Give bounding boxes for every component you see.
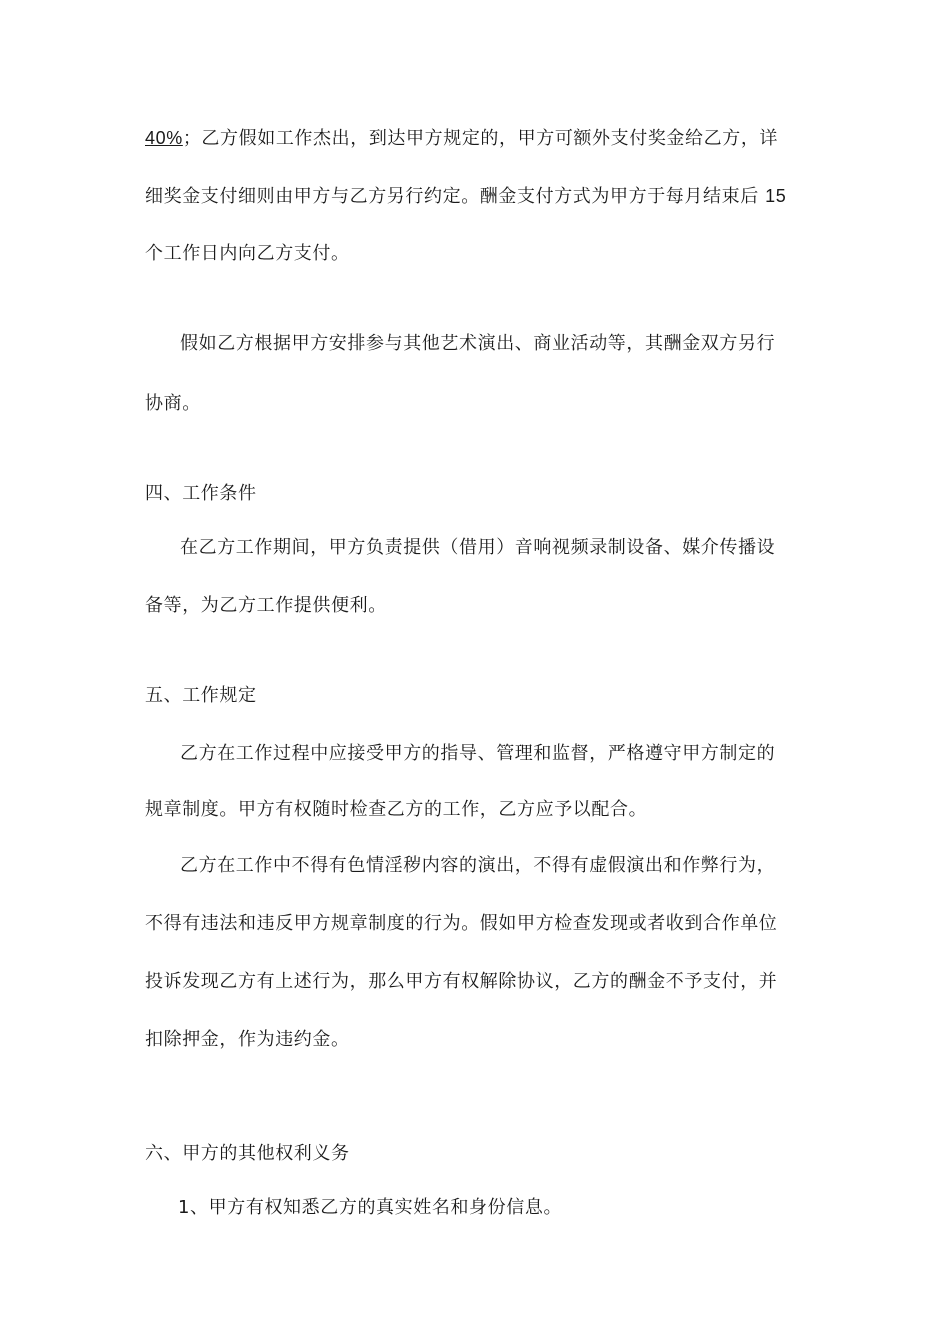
section5-heading: 五、工作规定	[145, 685, 257, 706]
section5-p1-line2: 规章制度。甲方有权随时检查乙方的工作，乙方应予以配合。	[145, 799, 648, 820]
para2-line2: 协商。	[145, 393, 201, 414]
section4-heading: 四、工作条件	[145, 483, 257, 504]
section5-p2-line4: 扣除押金，作为违约金。	[145, 1029, 350, 1050]
section4-line1: 在乙方工作期间，甲方负责提供（借用）音响视频录制设备、媒介传播设	[180, 537, 776, 558]
section6-heading: 六、甲方的其他权利义务	[145, 1143, 350, 1164]
section4-line2: 备等，为乙方工作提供便利。	[145, 595, 387, 616]
para1-line1-text: ；乙方假如工作杰出，到达甲方规定的，甲方可额外支付奖金给乙方，详	[182, 128, 779, 149]
para1-line3: 个工作日内向乙方支付。	[145, 243, 350, 264]
section5-p1-line1: 乙方在工作过程中应接受甲方的指导、管理和监督，严格遵守甲方制定的	[180, 743, 776, 764]
section6-item1: 1、甲方有权知悉乙方的真实姓名和身份信息。	[178, 1197, 563, 1218]
section5-p2-line3: 投诉发现乙方有上述行为，那么甲方有权解除协议，乙方的酬金不予支付，并	[145, 971, 778, 992]
para1-line1	[145, 126, 815, 151]
section5-p2-line2: 不得有违法和违反甲方规章制度的行为。假如甲方检查发现或者收到合作单位	[145, 913, 778, 934]
days-number: 15	[765, 186, 787, 206]
percentage-value: 40%	[145, 128, 183, 148]
para1-line2	[145, 184, 815, 209]
section5-p2-line1: 乙方在工作中不得有色情淫秽内容的演出，不得有虚假演出和作弊行为，	[180, 855, 776, 876]
para2-line1: 假如乙方根据甲方安排参与其他艺术演出、商业活动等，其酬金双方另行	[180, 333, 776, 354]
para1-line2-text: 细奖金支付细则由甲方与乙方另行约定。酬金支付方式为甲方于每月结束后	[145, 186, 766, 207]
